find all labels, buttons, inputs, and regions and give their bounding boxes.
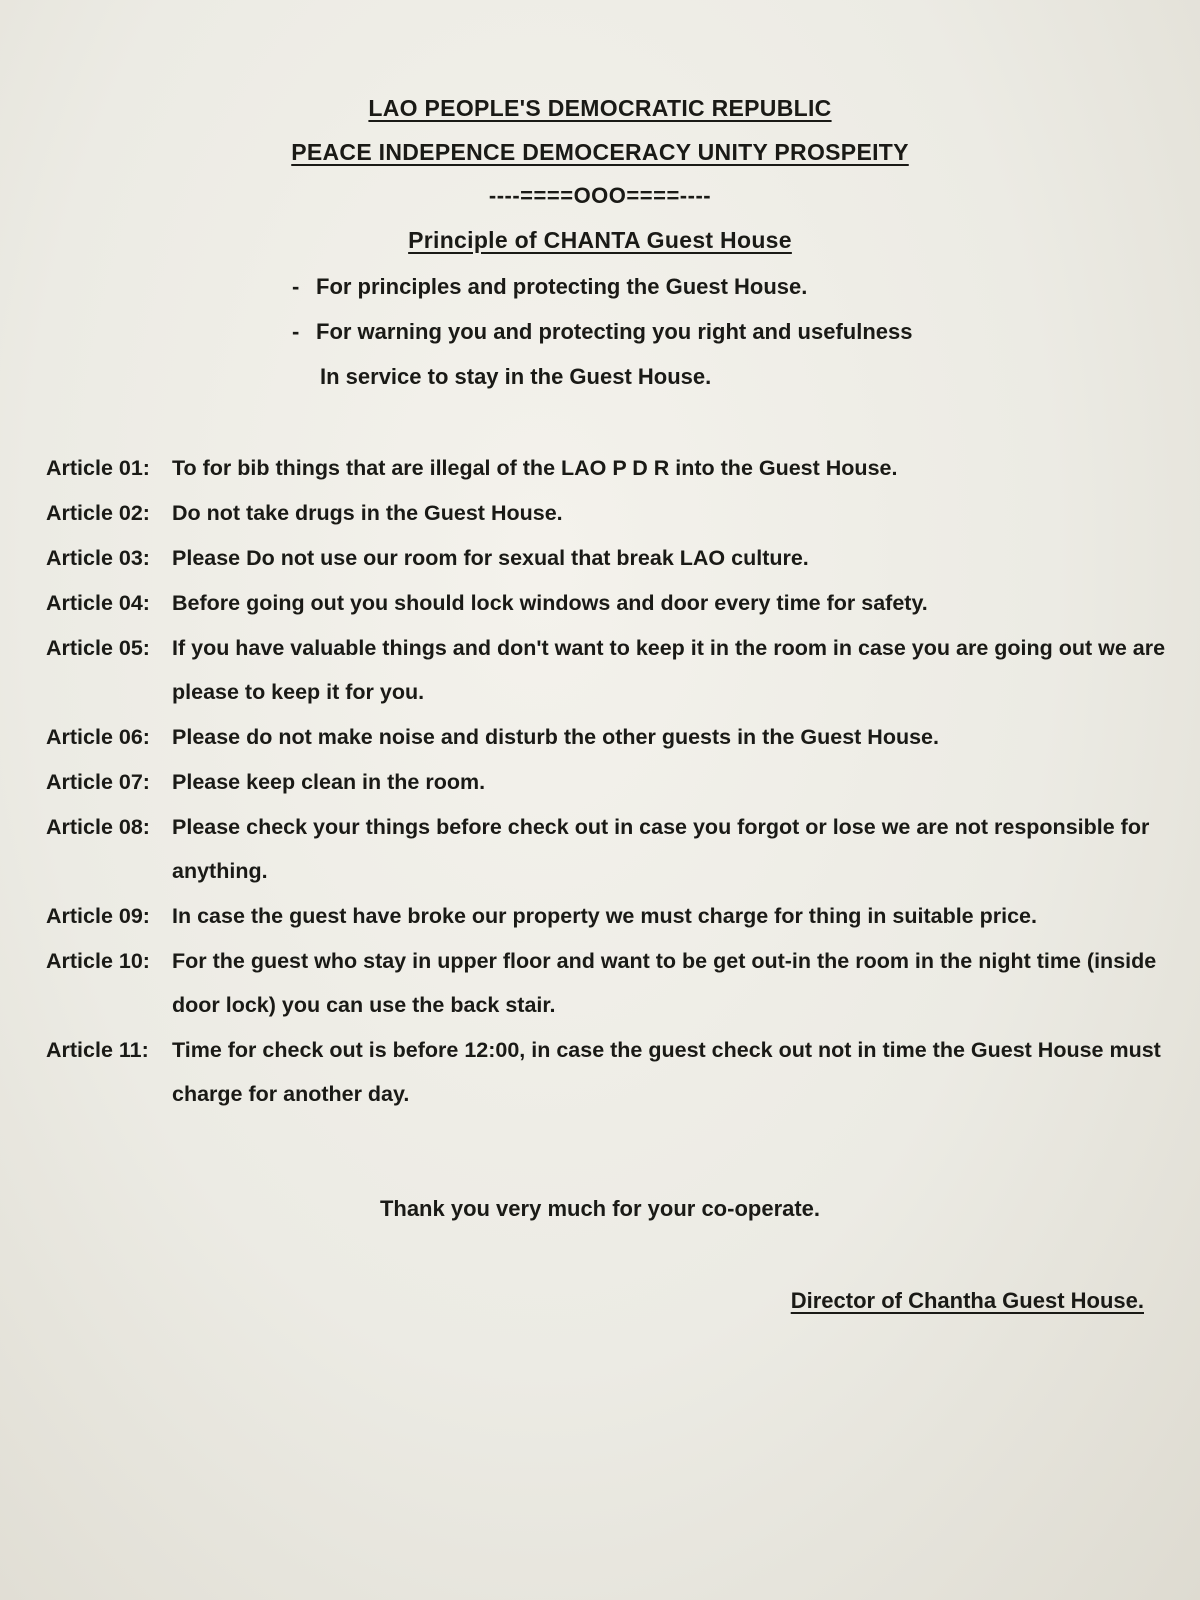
article-number: Article 09: (46, 904, 150, 928)
article-text: If you have valuable things and don't want to keep it in the room in case you are going out we are please to keep it for you. (172, 636, 1166, 704)
article-number: Article 05: (46, 636, 150, 660)
article-text: Please do not make noise and disturb the other guests in the Guest House. (172, 725, 939, 749)
article-item (46, 939, 1176, 1027)
article-text: For the guest who stay in upper floor and want to be get out-in the room in the night time (inside door lock) you can use the back stair. (172, 949, 1157, 1017)
article-text: To for bib things that are illegal of the LAO P D R into the Guest House. (172, 456, 898, 480)
article-item (46, 1028, 1176, 1116)
purpose-list (292, 264, 1052, 399)
article-list (46, 446, 1176, 1117)
article-item (46, 581, 1176, 625)
purpose-item (292, 309, 1052, 354)
article-number: Article 10: (46, 949, 150, 973)
article-item (46, 715, 1176, 759)
article-number: Article 06: (46, 725, 150, 749)
purpose-text: For principles and protecting the Guest House. (316, 274, 808, 299)
article-text: Please Do not use our room for sexual that break LAO culture. (172, 546, 809, 570)
purpose-item-continued (292, 354, 1052, 399)
article-text: Before going out you should lock windows and door every time for safety. (172, 591, 928, 615)
purpose-item (292, 264, 1052, 309)
dash-bullet: - (292, 319, 300, 344)
dash-bullet: - (292, 274, 300, 299)
article-text: Do not take drugs in the Guest House. (172, 501, 563, 525)
article-item (46, 760, 1176, 804)
article-number: Article 04: (46, 591, 150, 615)
article-item (46, 446, 1176, 490)
director-signature: Director of Chantha Guest House. (790, 1288, 1144, 1313)
article-number: Article 11: (46, 1038, 149, 1062)
country-heading: LAO PEOPLE'S DEMOCRATIC REPUBLIC (368, 95, 832, 121)
article-number: Article 01: (46, 456, 150, 480)
article-item (46, 805, 1176, 893)
purpose-text: For warning you and protecting you right and usefulness (316, 319, 913, 344)
article-number: Article 02: (46, 501, 150, 525)
article-item (46, 491, 1176, 535)
article-item (46, 626, 1176, 714)
document-title: Principle of CHANTA Guest House (408, 227, 792, 253)
separator-line: ----====OOO====---- (488, 183, 712, 208)
article-number: Article 08: (46, 815, 150, 839)
document-header (0, 86, 1200, 262)
article-text: Please keep clean in the room. (172, 770, 486, 794)
motto-heading: PEACE INDEPENCE DEMOCERACY UNITY PROSPEITY (291, 139, 909, 165)
purpose-text: In service to stay in the Guest House. (320, 364, 712, 389)
article-number: Article 07: (46, 770, 150, 794)
article-text: Time for check out is before 12:00, in case the guest check out not in time the Guest House must charge for another day. (172, 1038, 1161, 1106)
article-item (46, 894, 1176, 938)
thank-you-note: Thank you very much for your co-operate. (379, 1196, 821, 1221)
article-item (46, 536, 1176, 580)
article-number: Article 03: (46, 546, 150, 570)
article-text: In case the guest have broke our property we must charge for thing in suitable price. (172, 904, 1037, 928)
article-text: Please check your things before check out in case you forgot or lose we are not responsible for anything. (172, 815, 1150, 883)
